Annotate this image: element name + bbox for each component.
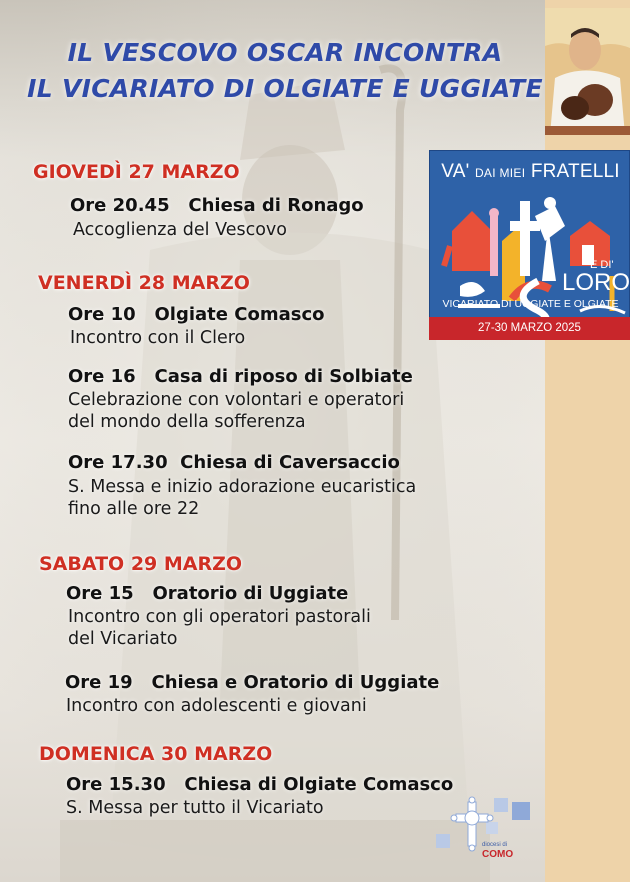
logo-loro: LORO	[562, 269, 630, 296]
logo-e-di: E DI'	[590, 259, 614, 271]
event-title: Ore 20.45 Chiesa di Ronago	[70, 195, 364, 216]
diocese-small-label: diocesi di	[482, 842, 508, 848]
event-description: Incontro con gli operatori pastorali	[68, 607, 371, 627]
diocese-como-logo	[432, 796, 542, 871]
event-description: Accoglienza del Vescovo	[73, 220, 287, 240]
logo-subtitle: VICARIATO DI UGGIATE E OLGIATE	[442, 298, 619, 310]
event-description: Incontro con il Clero	[70, 328, 246, 348]
day-heading-venerdi: VENERDÌ 28 MARZO	[38, 272, 250, 294]
bishop-portrait-painting	[545, 8, 630, 135]
logo-date-bar: 27-30 MARZO 2025	[429, 317, 630, 340]
event-title: Ore 15 Oratorio di Uggiate	[66, 583, 349, 604]
event-title: Ore 15.30 Chiesa di Olgiate Comasco	[66, 774, 454, 795]
logo-heading-dai-miei: DAI MIEI	[474, 166, 526, 180]
event-description: Celebrazione con volontari e operatori	[68, 390, 405, 410]
event-description: S. Messa per tutto il Vicariato	[66, 798, 324, 818]
event-description: Incontro con adolescenti e giovani	[66, 696, 367, 716]
event-title: Ore 10 Olgiate Comasco	[68, 304, 325, 325]
logo-heading-va: VA'	[441, 161, 470, 182]
event-description: del mondo della sofferenza	[68, 412, 306, 432]
poster-title-line-1: IL VESCOVO OSCAR INCONTRA	[67, 38, 503, 67]
day-heading-giovedi: GIOVEDÌ 27 MARZO	[33, 161, 240, 183]
event-logo	[429, 150, 630, 340]
event-title: Ore 17.30 Chiesa di Caversaccio	[68, 452, 400, 473]
event-title: Ore 19 Chiesa e Oratorio di Uggiate	[65, 672, 440, 693]
event-description: S. Messa e inizio adorazione eucaristica	[68, 477, 417, 497]
event-description: fino alle ore 22	[68, 499, 200, 519]
event-title: Ore 16 Casa di riposo di Solbiate	[68, 366, 413, 387]
day-heading-domenica: DOMENICA 30 MARZO	[39, 743, 273, 765]
poster-title-line-2: IL VICARIATO DI OLGIATE E UGGIATE	[27, 74, 543, 103]
day-heading-sabato: SABATO 29 MARZO	[39, 553, 243, 575]
event-description: del Vicariato	[68, 629, 178, 649]
logo-heading-fratelli: FRATELLI	[530, 161, 620, 182]
diocese-name: COMO	[482, 849, 514, 860]
logo-heading	[430, 161, 630, 183]
